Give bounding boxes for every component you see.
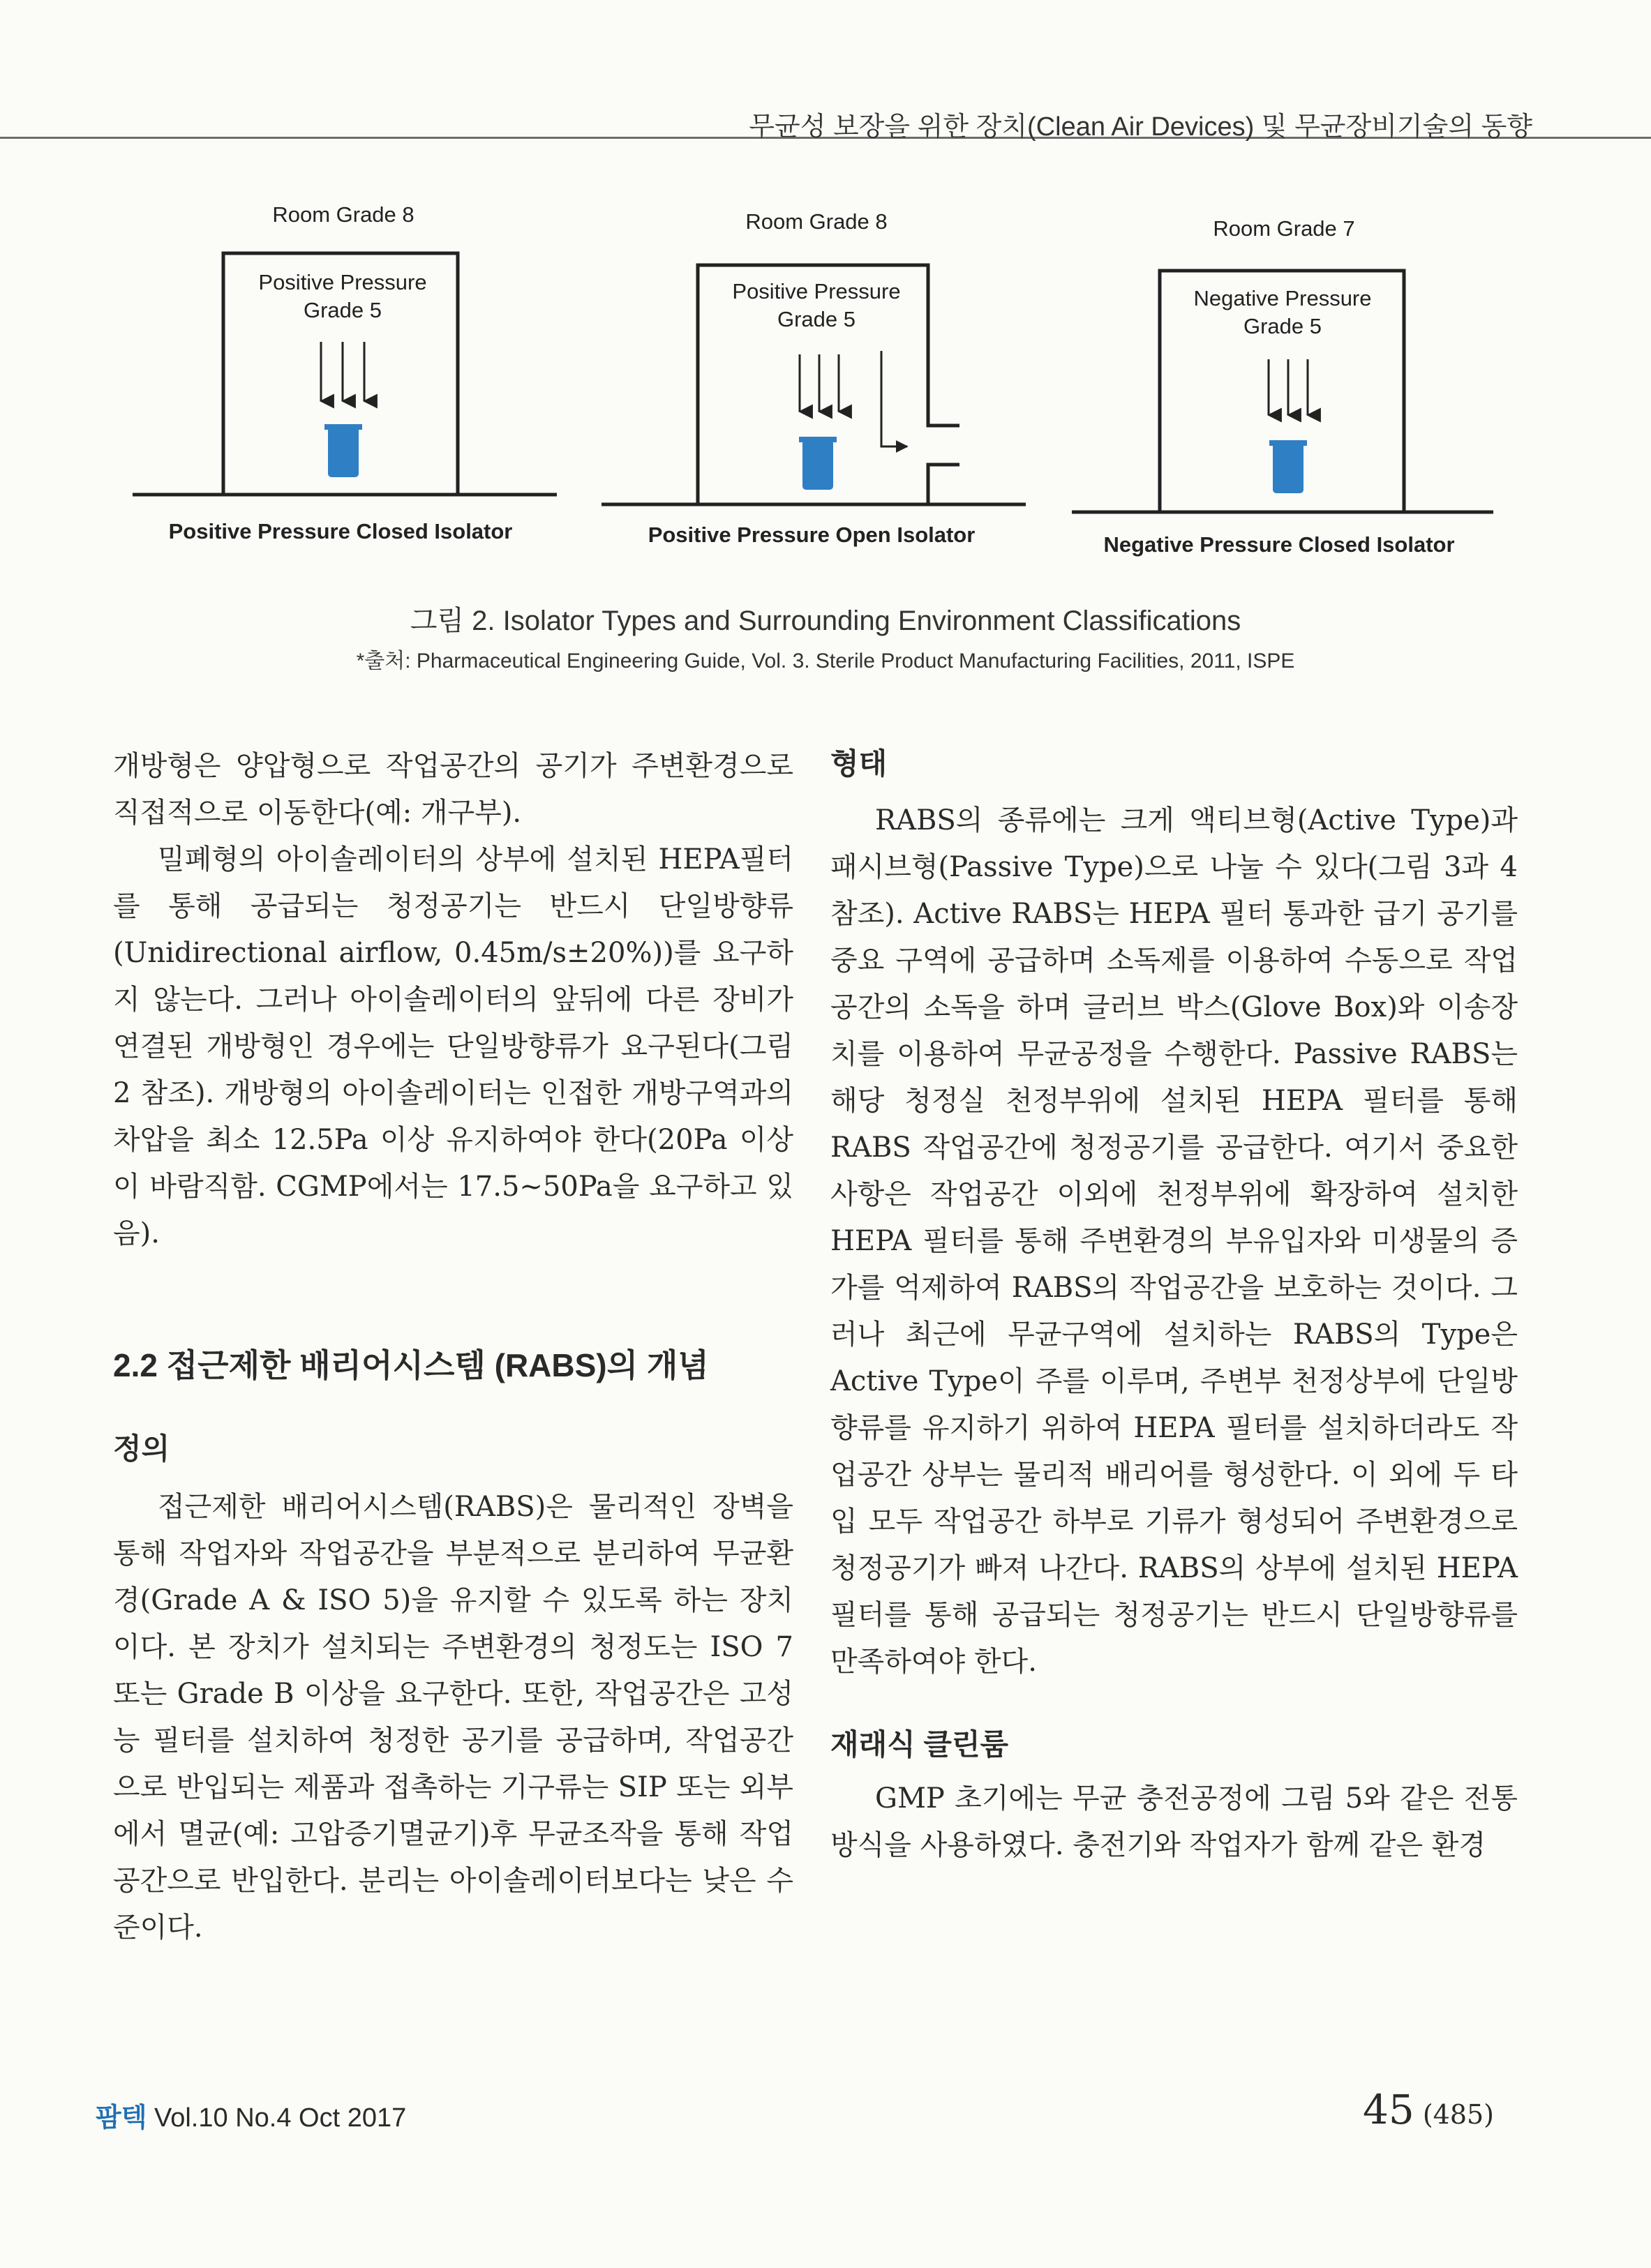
paragraph: GMP 초기에는 무균 충전공정에 그림 5와 같은 전통방식을 사용하였다. 충전기와 작업자가 함께 같은 환경 — [830, 1782, 1518, 1861]
right-column — [830, 743, 1518, 1869]
panel-room-label: Room Grade 8 — [272, 202, 414, 227]
page-number — [1363, 2086, 1494, 2133]
vessel-icon — [802, 440, 833, 490]
outflow-arrow — [881, 351, 907, 446]
grade-label: Grade 5 — [303, 298, 382, 322]
pressure-label: Negative Pressure — [1193, 286, 1372, 310]
subheading-definition: 정의 — [113, 1432, 170, 1465]
figure-source: *출처: Pharmaceutical Engineering Guide, Vol. 3. Sterile Product Manufacturing Facilities, 2011, ISPE — [356, 649, 1295, 673]
journal-brand: 팜텍 — [96, 2103, 147, 2133]
section-title: 2.2 접근제한 배리어시스템 (RABS)의 개념 — [113, 1347, 709, 1383]
subheading-form: 형태 — [830, 747, 888, 780]
footer-journal — [96, 2096, 406, 2134]
isolator-figure — [0, 167, 1651, 586]
paragraph: 밀폐형의 아이솔레이터의 상부에 설치된 HEPA필터를 통해 공급되는 청정공기는 반드시 단일방향류(Unidirectional airflow, 0.45m/s±20%))를 요구하지 않는다. 그러나 아이솔레이터의 앞뒤에 다른 장비가 연결된 개방형인 경우에는 단일방향류가 요구된다(그림 2 참조). 개방형의 아이솔레이터는 인접한 개방구역과의 차압을 최소 12.5Pa 이상 유지하여야 한다(20Pa 이상이 바람직함. CGMP에서는 17.5~50Pa을 요구하고 있음). — [113, 843, 793, 1249]
panel-caption: Positive Pressure Closed Isolator — [168, 519, 513, 543]
journal-issue: Vol.10 No.4 Oct 2017 — [154, 2103, 407, 2133]
panel-room-label: Room Grade 7 — [1213, 216, 1355, 241]
paragraph: 접근제한 배리어시스템(RABS)은 물리적인 장벽을 통해 작업자와 작업공간을 부분적으로 분리하여 무균환경(Grade A & ISO 5)을 유지할 수 있도록 하는 장치이다. 본 장치가 설치되는 주변환경의 청정도는 ISO 7 또는 Grade B 이상을 요구한다. 또한, 작업공간은 고성능 필터를 설치하여 청정한 공기를 공급하며, 작업공간으로 반입되는 제품과 접촉하는 기구류는 SIP 또는 외부에서 멸균(예: 고압증기멸균기)후 무균조작을 통해 작업공간으로 반입한다. 분리는 아이솔레이터보다는 낮은 수준이다. — [113, 1491, 793, 1944]
page-number-total: (485) — [1422, 2099, 1494, 2130]
panel-negative-closed — [1072, 216, 1493, 557]
figure-caption: 그림 2. Isolator Types and Surrounding Environment Classifications — [410, 606, 1241, 636]
airflow-arrows — [1269, 359, 1308, 415]
panel-caption: Negative Pressure Closed Isolator — [1103, 532, 1455, 557]
subheading-cleanroom: 재래식 클린룸 — [830, 1728, 1009, 1761]
panel-caption: Positive Pressure Open Isolator — [648, 523, 976, 547]
panel-positive-open — [602, 209, 1026, 547]
panel-positive-closed — [133, 202, 557, 543]
grade-label: Grade 5 — [1243, 314, 1322, 338]
paragraph: 개방형은 양압형으로 작업공간의 공기가 주변환경으로 직접적으로 이동한다(예: 개구부). — [113, 750, 793, 829]
pressure-label: Positive Pressure — [732, 279, 901, 303]
airflow-arrows — [800, 354, 839, 412]
vessel-icon — [328, 427, 359, 477]
airflow-arrows — [321, 342, 364, 401]
page-number-main: 45 — [1363, 2086, 1414, 2133]
panel-room-label: Room Grade 8 — [745, 209, 888, 234]
paragraph: RABS의 종류에는 크게 액티브형(Active Type)과 패시브형(Passive Type)으로 나눌 수 있다(그림 3과 4 참조). Active RABS는 HEPA 필터 통과한 급기 공기를 중요 구역에 공급하며 소독제를 이용하여 수동으로 작업공간의 소독을 하며 글러브 박스(Glove Box)와 이송장치를 이용하여 무균공정을 수행한다. Passive RABS는 해당 청정실 천정부위에 설치된 HEPA 필터를 통해 RABS 작업공간에 청정공기를 공급한다. 여기서 중요한 사항은 작업공간 이외에 천정부위에 확장하여 설치한 HEPA 필터를 통해 주변환경의 부유입자와 미생물의 증가를 억제하여 RABS의 작업공간을 보호하는 것이다. 그러나 최근에 무균구역에 설치하는 RABS의 Type은 Active Type이 주를 이루며, 주변부 천정상부에 단일방향류를 유지하기 위하여 HEPA 필터를 설치하더라도 작업공간 상부는 물리적 배리어를 형성한다. 이 외에 두 타입 모두 작업공간 하부로 기류가 형성되어 주변환경으로 청정공기가 빠져 나간다. RABS의 상부에 설치된 HEPA 필터를 통해 공급되는 청정공기는 반드시 단일방향류를 만족하여야 한다. — [830, 804, 1518, 1678]
pressure-label: Positive Pressure — [258, 270, 427, 294]
left-column — [113, 743, 793, 1951]
vessel-icon — [1273, 443, 1303, 493]
running-header: 무균성 보장을 위한 장치(Clean Air Devices) 및 무균장비기술의 동향 — [749, 112, 1532, 142]
grade-label: Grade 5 — [777, 307, 856, 331]
